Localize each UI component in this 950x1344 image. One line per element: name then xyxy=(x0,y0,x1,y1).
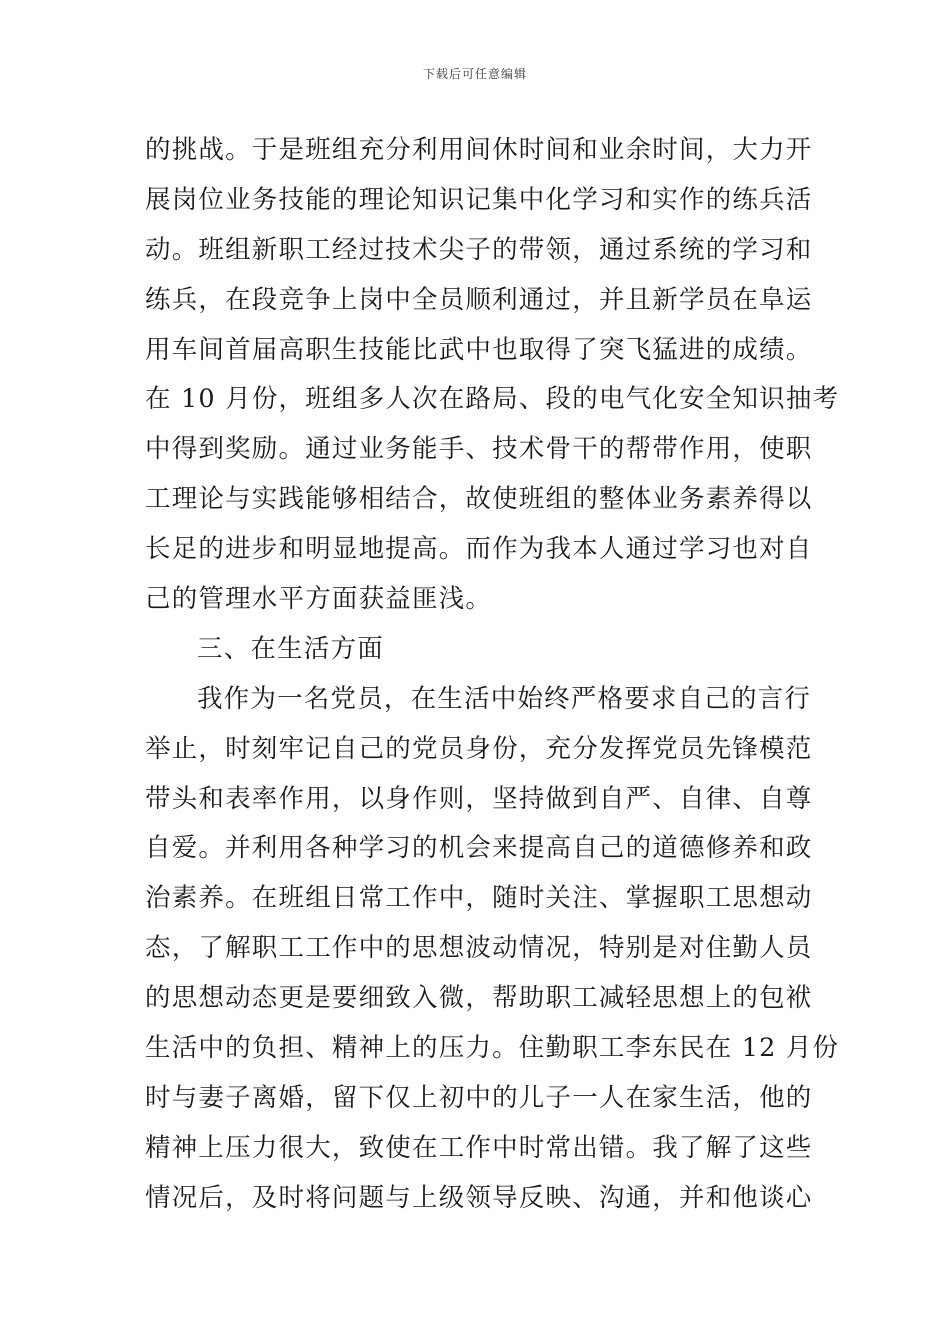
text-line-1: 的挑战。于是班组充分利用间休时间和业余时间，大力开 xyxy=(145,135,813,165)
text-line-4: 练兵，在段竞争上岗中全员顺利通过，并且新学员在阜运 xyxy=(145,284,813,315)
text-line-16: 治素养。在班组日常工作中，随时关注、掌握职工思想动 xyxy=(145,883,813,914)
text-line-2: 展岗位业务技能的理论知识记集中化学习和实作的练兵活 xyxy=(145,184,813,215)
text-line-6: 在 10 月份，班组多人次在路局、段的电气化安全知识抽考 xyxy=(145,384,840,415)
document-body xyxy=(145,126,840,1224)
header-note: 下载后可任意编辑 xyxy=(422,67,527,81)
text-line-12: 我作为一名党员，在生活中始终严格要求自己的言行 xyxy=(197,683,812,714)
text-line-13: 举止，时刻牢记自己的党员身份，充分发挥党员先锋模范 xyxy=(145,733,813,764)
text-line-22: 情况后，及时将问题与上级领导反映、沟通，并和他谈心 xyxy=(145,1182,813,1213)
text-line-9: 长足的进步和明显地提高。而作为我本人通过学习也对自 xyxy=(145,534,813,565)
text-line-14: 带头和表率作用，以身作则，坚持做到自严、自律、自尊 xyxy=(145,783,813,814)
text-line-20: 时与妻子离婚，留下仅上初中的儿子一人在家生活，他的 xyxy=(145,1082,813,1113)
text-line-17: 态，了解职工工作中的思想波动情况，特别是对住勤人员 xyxy=(145,933,813,964)
text-line-5: 用车间首届高职生技能比武中也取得了突飞猛进的成绩。 xyxy=(145,334,813,365)
text-line-19: 生活中的负担、精神上的压力。住勤职工李东民在 12 月份 xyxy=(145,1033,840,1064)
text-line-15: 自爱。并利用各种学习的机会来提高自己的道德修养和政 xyxy=(145,833,813,864)
text-line-3: 动。班组新职工经过技术尖子的带领，通过系统的学习和 xyxy=(145,234,813,265)
section-heading: 三、在生活方面 xyxy=(197,633,384,664)
text-line-18: 的思想动态更是要细致入微，帮助职工减轻思想上的包袱 xyxy=(145,983,813,1014)
text-line-7: 中得到奖励。通过业务能手、技术骨干的帮带作用，使职 xyxy=(145,434,813,465)
text-line-8: 工理论与实践能够相结合，故使班组的整体业务素养得以 xyxy=(145,484,813,515)
text-line-21: 精神上压力很大，致使在工作中时常出错。我了解了这些 xyxy=(145,1132,813,1163)
text-line-10: 己的管理水平方面获益匪浅。 xyxy=(145,584,493,615)
